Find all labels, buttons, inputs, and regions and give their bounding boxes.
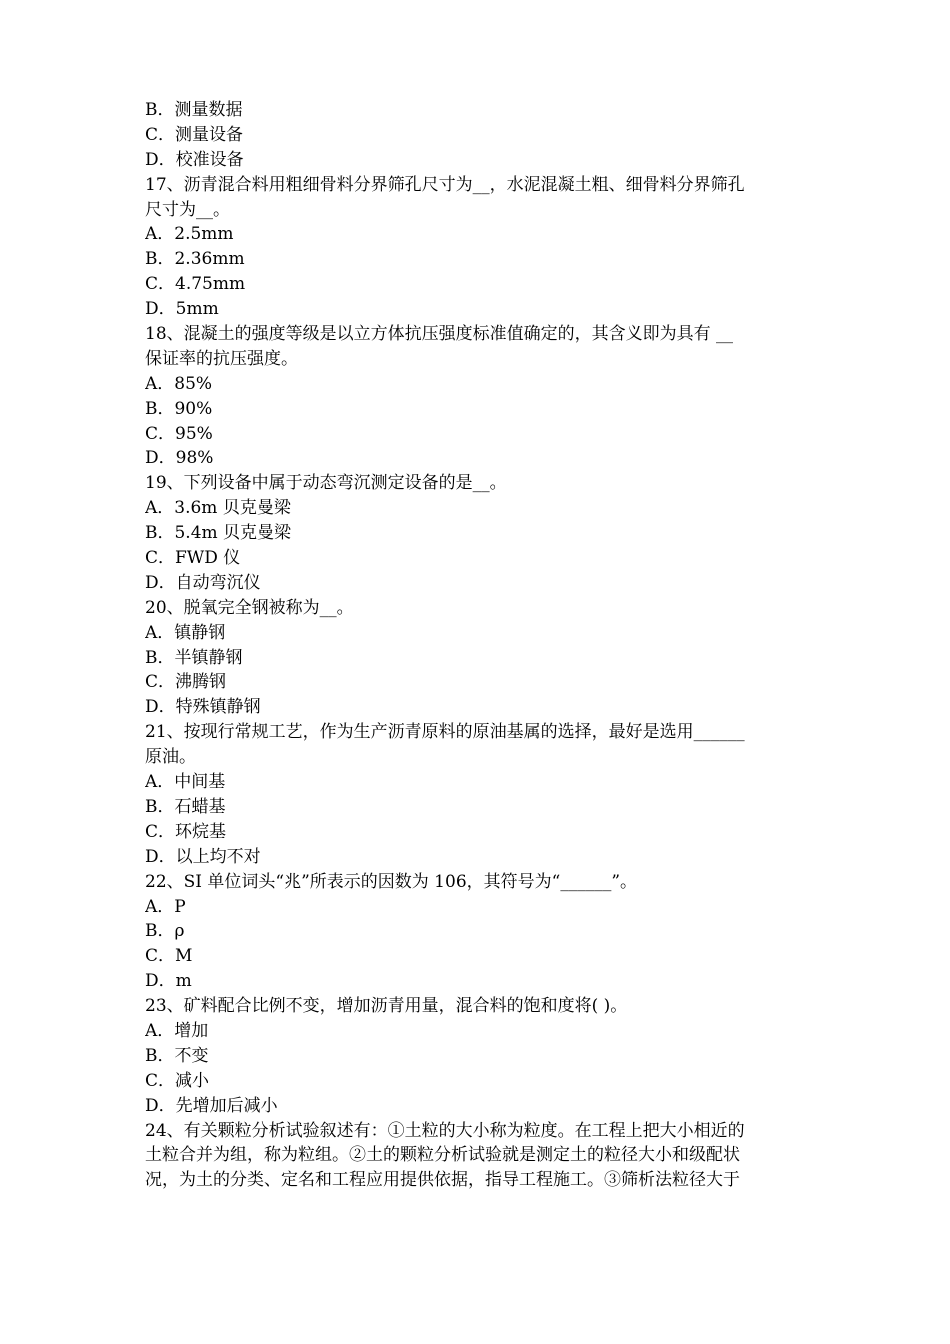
- question-stem-line: 土粒合并为组，称为粒组。②土的颗粒分析试验就是测定土的粒径大小和级配状: [145, 1145, 740, 1166]
- option-line: B．半镇静钢: [145, 647, 243, 668]
- question-24: [145, 1119, 810, 1194]
- option-line: D．先增加后减小: [145, 1095, 278, 1116]
- option-line: B．石蜡基: [145, 796, 226, 817]
- question-20: [145, 596, 810, 720]
- option-line: B．5.4m 贝克曼梁: [145, 523, 292, 544]
- option-line: C．测量设备: [145, 124, 244, 145]
- option-line: B．2.36mm: [145, 249, 245, 270]
- option-line: A．P: [145, 896, 186, 917]
- question-stem-line: 19、下列设备中属于动态弯沉测定设备的是__。: [145, 473, 507, 494]
- option-line: C．4.75mm: [145, 274, 246, 295]
- question-stem-line: 况，为土的分类、定名和工程应用提供依据，指导工程施工。③筛析法粒径大于: [145, 1170, 740, 1191]
- question-stem-line: 24、有关颗粒分析试验叙述有：①土粒的大小称为粒度。在工程上把大小相近的: [145, 1120, 745, 1141]
- option-line: A．2.5mm: [145, 224, 234, 245]
- option-line: B．测量数据: [145, 100, 243, 120]
- question-17: [145, 173, 810, 322]
- option-line: C．减小: [145, 1070, 210, 1091]
- option-line: B．90%: [145, 398, 213, 419]
- question-stem-line: 21、按现行常规工艺，作为生产沥青原料的原油基属的选择，最好是选用______: [145, 722, 745, 743]
- question-23: [145, 994, 810, 1118]
- question-stem-line: 23、矿料配合比例不变，增加沥青用量，混合料的饱和度将( )。: [145, 996, 628, 1017]
- option-line: D．5mm: [145, 299, 219, 320]
- option-line: D．特殊镇静钢: [145, 697, 261, 718]
- document-body: [145, 98, 810, 1193]
- option-line: C．FWD 仪: [145, 548, 241, 569]
- option-line: A．增加: [145, 1020, 209, 1041]
- option-line: C．95%: [145, 423, 213, 444]
- option-line: C．沸腾钢: [145, 672, 227, 693]
- option-line: D．以上均不对: [145, 846, 261, 867]
- question-stem-line: 原油。: [145, 747, 196, 768]
- option-line: B．不变: [145, 1045, 209, 1066]
- option-line: A．85%: [145, 373, 213, 394]
- option-line: D．自动弯沉仪: [145, 572, 261, 593]
- option-line: C．M: [145, 946, 193, 967]
- question-stem-line: 20、脱氧完全钢被称为__。: [145, 597, 354, 618]
- option-line: A．镇静钢: [145, 622, 226, 643]
- option-line: D．校准设备: [145, 149, 244, 170]
- question-stem-line: 22、SI 单位词头“兆”所表示的因数为 106，其符号为“______”。: [145, 871, 638, 892]
- leading-options: [145, 98, 810, 173]
- option-line: D．98%: [145, 448, 214, 469]
- option-line: C．环烷基: [145, 821, 227, 842]
- question-18: [145, 322, 810, 471]
- question-stem-line: 保证率的抗压强度。: [145, 348, 298, 369]
- option-line: B．ρ: [145, 921, 185, 942]
- question-19: [145, 471, 810, 595]
- question-21: [145, 720, 810, 869]
- option-line: A．中间基: [145, 772, 226, 793]
- option-line: D．m: [145, 971, 192, 992]
- option-line: A．3.6m 贝克曼梁: [145, 498, 291, 519]
- question-stem-line: 18、混凝土的强度等级是以立方体抗压强度标准值确定的，其含义即为具有 __: [145, 324, 734, 345]
- question-stem-line: 17、沥青混合料用粗细骨料分界筛孔尺寸为__，水泥混凝土粗、细骨料分界筛孔: [145, 174, 745, 195]
- question-stem-line: 尺寸为__。: [145, 199, 230, 220]
- question-22: [145, 870, 810, 994]
